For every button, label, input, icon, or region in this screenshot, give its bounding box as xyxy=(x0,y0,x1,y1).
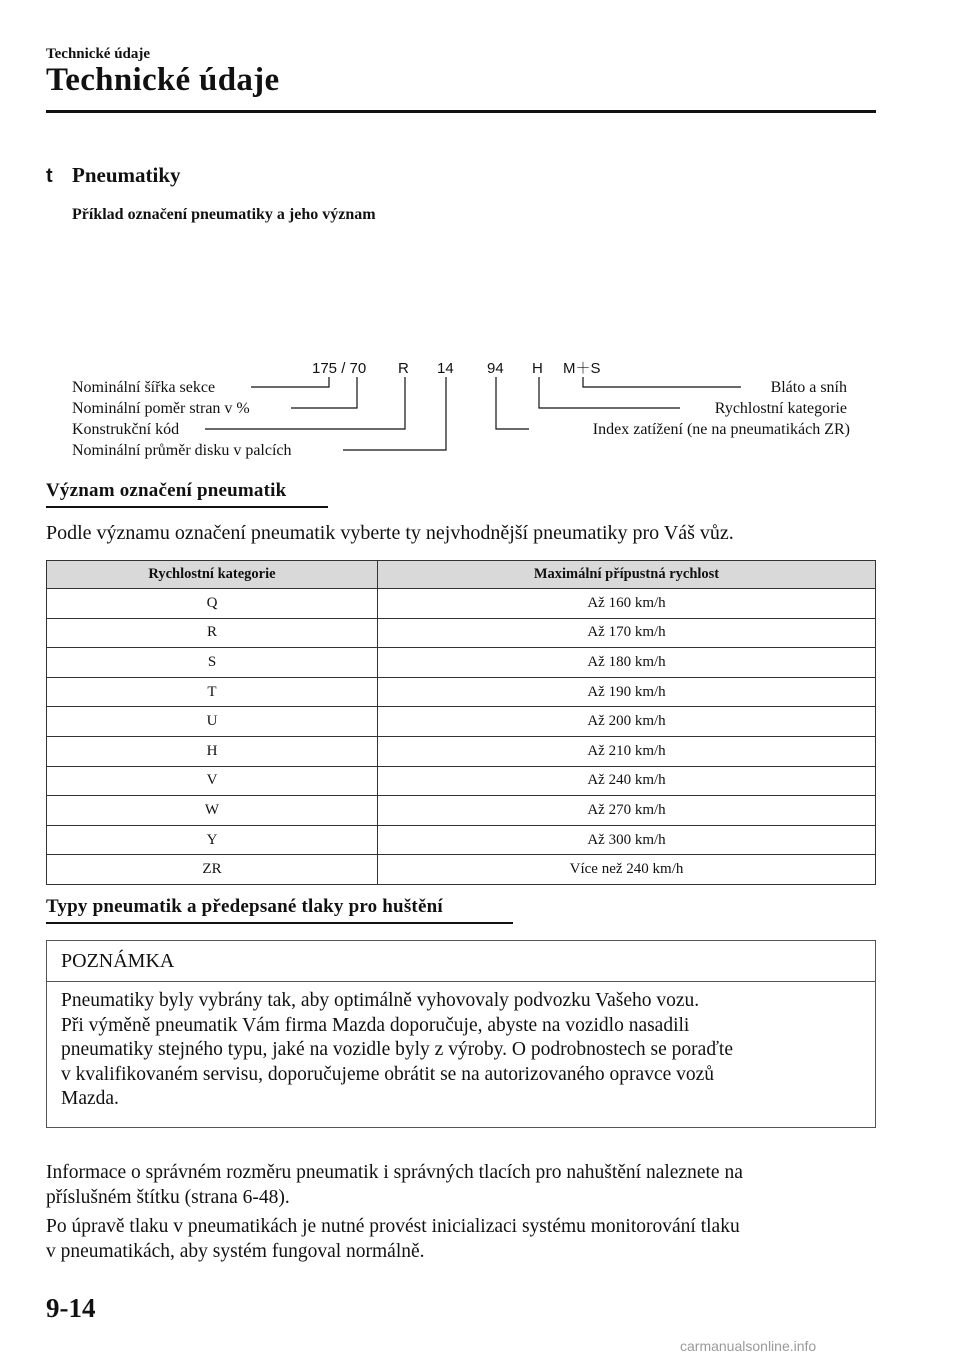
table-row xyxy=(47,618,876,648)
label-speed: Rychlostní kategorie xyxy=(714,400,847,417)
max-speed-cell: Až 160 km/h xyxy=(378,589,876,619)
speed-code-cell: H xyxy=(47,736,378,766)
code-speed: H xyxy=(532,360,543,377)
table-row xyxy=(47,707,876,737)
running-head: Technické údaje xyxy=(46,46,151,62)
table-row xyxy=(47,825,876,855)
page-title: Technické údaje xyxy=(46,62,280,98)
meaning-heading: Význam označení pneumatik xyxy=(46,480,287,501)
label-ratio: Nominální poměr stran v % xyxy=(72,400,250,417)
label-mud-snow: Bláto a sníh xyxy=(770,379,847,396)
code-rim: 14 xyxy=(437,360,454,377)
note-box xyxy=(46,940,876,1128)
speed-code-cell: ZR xyxy=(47,855,378,885)
tire-size-info-paragraph xyxy=(46,1161,876,1210)
diagram-leader-lines xyxy=(205,377,741,450)
max-speed-cell: Až 240 km/h xyxy=(378,766,876,796)
speed-code-cell: Y xyxy=(47,825,378,855)
speed-code-cell: U xyxy=(47,707,378,737)
table-row xyxy=(47,589,876,619)
table-row xyxy=(47,855,876,885)
table-row xyxy=(47,677,876,707)
tire-marking-diagram xyxy=(0,350,960,470)
speed-category-table xyxy=(46,560,876,885)
max-speed-cell: Až 170 km/h xyxy=(378,618,876,648)
table-header-cell: Rychlostní kategorie xyxy=(47,561,378,589)
max-speed-cell: Až 200 km/h xyxy=(378,707,876,737)
note-header xyxy=(47,941,875,982)
max-speed-cell: Až 210 km/h xyxy=(378,736,876,766)
tpms-info-paragraph xyxy=(46,1215,876,1264)
speed-code-cell: T xyxy=(47,677,378,707)
table-row xyxy=(47,766,876,796)
note-line: pneumatiky stejného typu, jaké na vozidle byly z výroby. O podrobnostech se poraďte xyxy=(61,1039,734,1061)
max-speed-cell: Až 300 km/h xyxy=(378,825,876,855)
label-width: Nominální šířka sekce xyxy=(72,379,216,396)
max-speed-cell: Více než 240 km/h xyxy=(378,855,876,885)
code-construction: R xyxy=(398,360,409,377)
table-header-cell: Maximální přípustná rychlost xyxy=(378,561,876,589)
code-width-ratio: 175 / 70 xyxy=(312,360,367,377)
watermark: carmanualsonline.info xyxy=(680,1338,817,1354)
meaning-heading-rule xyxy=(46,506,328,508)
max-speed-cell: Až 270 km/h xyxy=(378,796,876,826)
paragraph-line: Informace o správném rozměru pneumatik i správných tlacích pro nahuštění naleznete na xyxy=(46,1162,743,1183)
note-title: POZNÁMKA xyxy=(61,950,175,972)
note-line: Pneumatiky byly vybrány tak, aby optimálně vyhovovaly podvozku Vašeho vozu. xyxy=(61,990,700,1011)
header-rule xyxy=(46,110,876,113)
speed-code-cell: W xyxy=(47,796,378,826)
note-line: v kvalifikovaném servisu, doporučujeme obrátit se na autorizovaného opravce vozů xyxy=(61,1063,715,1085)
tire-types-heading: Typy pneumatik a předepsané tlaky pro huštění xyxy=(46,896,443,917)
tire-types-heading-rule xyxy=(46,922,513,924)
paragraph-line: příslušném štítku (strana 6-48). xyxy=(46,1186,290,1208)
page-number: 9-14 xyxy=(46,1293,96,1323)
label-load: Index zatížení (ne na pneumatikách ZR) xyxy=(592,421,850,438)
table-header-row xyxy=(47,561,876,589)
paragraph-line: v pneumatikách, aby systém fungoval normálně. xyxy=(46,1240,425,1262)
note-line: Mazda. xyxy=(61,1088,119,1110)
code-mud-snow: M＋S xyxy=(563,360,601,377)
label-construction: Konstrukční kód xyxy=(72,421,180,438)
note-body xyxy=(61,989,866,1112)
table-row xyxy=(47,648,876,678)
example-title: Příklad označení pneumatiky a jeho význam xyxy=(72,206,376,223)
section-marker-icon: t xyxy=(46,165,53,187)
note-line: Při výměně pneumatik Vám firma Mazda doporučuje, abyste na vozidlo nasadili xyxy=(61,1014,690,1036)
speed-code-cell: V xyxy=(47,766,378,796)
speed-code-cell: S xyxy=(47,648,378,678)
max-speed-cell: Až 180 km/h xyxy=(378,648,876,678)
max-speed-cell: Až 190 km/h xyxy=(378,677,876,707)
meaning-intro: Podle významu označení pneumatik vyberte ty nejvhodnější pneumatiky pro Váš vůz. xyxy=(46,522,734,544)
speed-code-cell: Q xyxy=(47,589,378,619)
section-title: Pneumatiky xyxy=(72,163,181,187)
table-row xyxy=(47,796,876,826)
table-row xyxy=(47,736,876,766)
code-load: 94 xyxy=(487,360,504,377)
label-rim: Nominální průměr disku v palcích xyxy=(72,442,292,459)
speed-code-cell: R xyxy=(47,618,378,648)
paragraph-line: Po úpravě tlaku v pneumatikách je nutné provést inicializaci systému monitorování tlaku xyxy=(46,1216,740,1237)
